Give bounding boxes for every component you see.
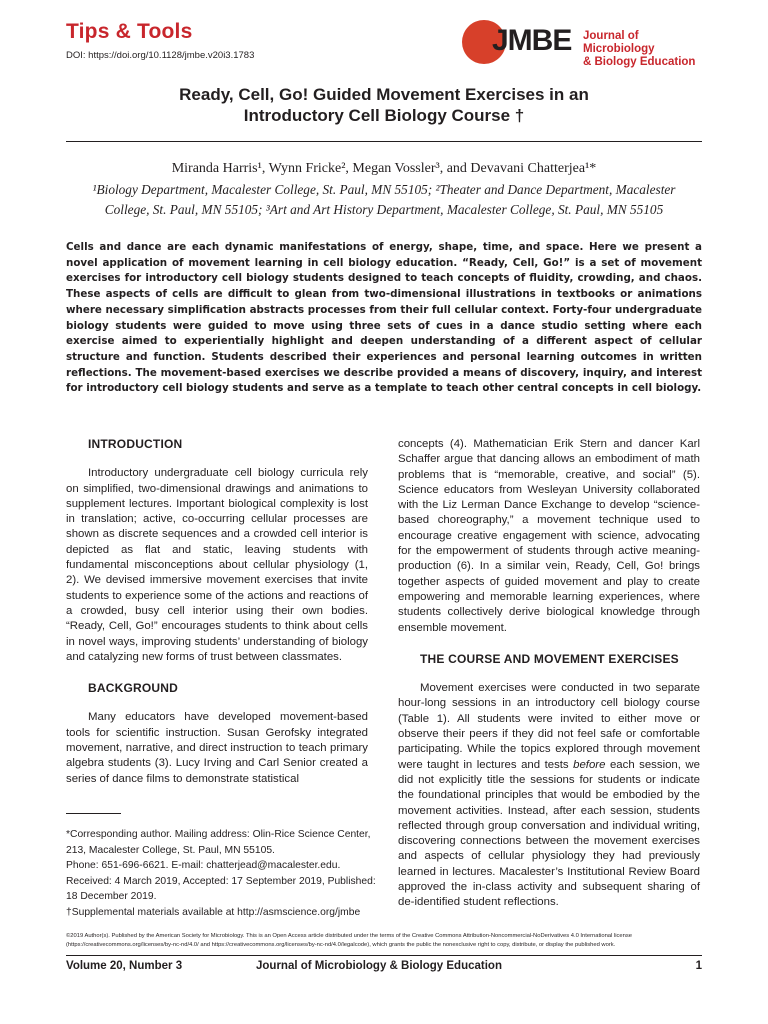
footer-journal: Journal of Microbiology & Biology Education	[256, 960, 502, 972]
continued-paragraph: concepts (4). Mathematician Erik Stern and dancer Karl Schaffer argue that dancing allows an embodiment of math problems that is “memorable, creative, and social” (5). Science educators from Wesleyan University collaborated with the Liz Lerman Dance Exchange to develop “science-based choreography,” a movement technique used to encourage creative engagement with science, advocating for the empowerment of students through active meaning-production (6). In a similar vein, Ready, Cell, Go! brings together aspects of guided movement and play to create empowering and memorable learning experiences, where students collectively derive biological knowledge through ensemble movement.	[398, 438, 700, 634]
footnote-phone: Phone: 651-696-6621. E-mail: chatterjead@macalester.edu.	[66, 860, 341, 871]
course-heading: THE COURSE AND MOVEMENT EXERCISES	[420, 651, 679, 666]
introduction-paragraph: Introductory undergraduate cell biology curricula rely on simplified, two-dimensional drawings and animations to supplement lectures. Important biological complexity is lost in translation; active, co-occurring cellular processes are shown as discrete sequences and a crowded cell interior is depicted as flat and static, leaving students with fundamental misconceptions about cellular physiology (1, 2). We devised immersive movement exercises that invite students to experience some of the actions and reactions of a crowded, busy cell interior using their own bodies. “Ready, Cell, Go!” encourages students to think about cells in novel ways, improving students’ understanding of biology and catalyzing new forms of trust between classmates.	[66, 467, 368, 663]
left-column	[66, 437, 368, 787]
footer-volume: Volume 20, Number 3	[66, 960, 183, 972]
course-paragraph	[398, 681, 700, 910]
logo-line-2: & Biology Education	[583, 56, 696, 68]
abstract: Cells and dance are each dynamic manifestations of energy, shape, time, and space. Here we present a novel application of movement learning in cell biology education. “Ready, Cell, Go!” is a set of movement exercises for introductory cell biology students designed to teach concepts of fluidity, crowding, and chaos. These aspects of cells are difficult to glean from two-dimensional illustrations in textbooks or animations where necessary simplification abstracts processes from their full cellular context. Forty-four undergraduate biology students were guided to move using three sets of cues in a dance studio setting where each exercise aimed to experientially highlight and deepen understanding of a different aspect of cellular structure and function. Students described their experiences and personal learning outcomes in written reflections. The movement-based exercises we describe provided a means of discovery, inquiry, and interest for introductory cell biology students and serve as a template to teach other central concepts in cell biology.	[66, 241, 702, 395]
doi-link[interactable]: DOI: https://doi.org/10.1128/jmbe.v20i3.1783	[66, 50, 255, 61]
affiliation-line-2: College, St. Paul, MN 55105; ³Art and Art History Department, Macalester College, St. Paul, MN 55105	[104, 201, 664, 217]
title-line-2: Introductory Cell Biology Course †	[243, 106, 525, 125]
right-column	[398, 437, 700, 911]
footer-page-number: 1	[695, 960, 702, 972]
affiliation-line-1: ¹Biology Department, Macalester College, St. Paul, MN 55105; ²Theater and Dance Department, Macalester	[92, 182, 676, 197]
title-line-1: Ready, Cell, Go! Guided Movement Exercises in an	[179, 85, 589, 104]
background-heading: BACKGROUND	[88, 681, 178, 696]
section-label: Tips & Tools	[66, 20, 193, 43]
footnote-dates: Received: 4 March 2019, Accepted: 17 September 2019, Published: 18 December 2019.	[66, 875, 376, 902]
background-paragraph: Many educators have developed movement-based tools for scientific instruction. Susan Gerofsky integrated movement, narrative, and direct instruction to teach primary algebra students (3). Lucy Irving and Carl Senior created a series of dance films to demonstrate statistical	[66, 711, 368, 785]
title-divider	[66, 141, 702, 142]
logo-journal-name	[583, 30, 712, 69]
logo-line-1: Journal of Microbiology	[583, 30, 655, 55]
author-list: Miranda Harris¹, Wynn Fricke², Megan Vossler³, and Devavani Chatterjea¹*	[171, 161, 597, 176]
footnotes	[66, 827, 376, 920]
journal-logo	[462, 18, 712, 68]
article-title	[66, 84, 702, 126]
footer-divider	[66, 955, 702, 956]
footnote-corresponding: *Corresponding author. Mailing address: Olin-Rice Science Center, 213, Macalester College, St. Paul, MN 55105.	[66, 829, 371, 856]
footnote-supplemental: †Supplemental materials available at http://asmscience.org/jmbe	[66, 906, 361, 918]
introduction-heading: INTRODUCTION	[88, 437, 183, 451]
footnote-divider	[66, 813, 121, 814]
course-text-emphasis: before	[573, 758, 606, 771]
logo-mark: JMBE	[492, 24, 572, 57]
affiliations	[66, 180, 702, 219]
course-text-1: Movement exercises were conducted in two separate hour-long sessions in an introductory cell biology course (Table 1). All students were invited to either move or observe their peers if they did not feel safe or comfortable participating. While the topics explored through movement were taught in lectures and tests	[398, 682, 700, 771]
course-text-2: each session, we did not explicitly title the sessions for students or indicate the foundational principles that would be embodied by the movement activities. Instead, after each session, students reflected through group conversation and individual writing, discovering connections between the movement exercises and aspects of cellular physiology they had previously learned in lectures. Macalester’s Institutional Review Board approved the in-class activity and subsequent sharing of de-identified student reflections.	[398, 758, 700, 909]
license-text: ©2019 Author(s). Published by the American Society for Microbiology. This is an Open Access article distributed under the terms of the Creative Commons Attribution-Noncommercial-NoDerivatives 4.0 International license (https://creativecommons.org/licenses/by-nc-nd/4.0/ and https://creativecommons.org/licenses/by-nc-nd/4.0/legalcode), which grants the public the nonexclusive right to copy, distribute, or display the published work.	[66, 933, 632, 948]
